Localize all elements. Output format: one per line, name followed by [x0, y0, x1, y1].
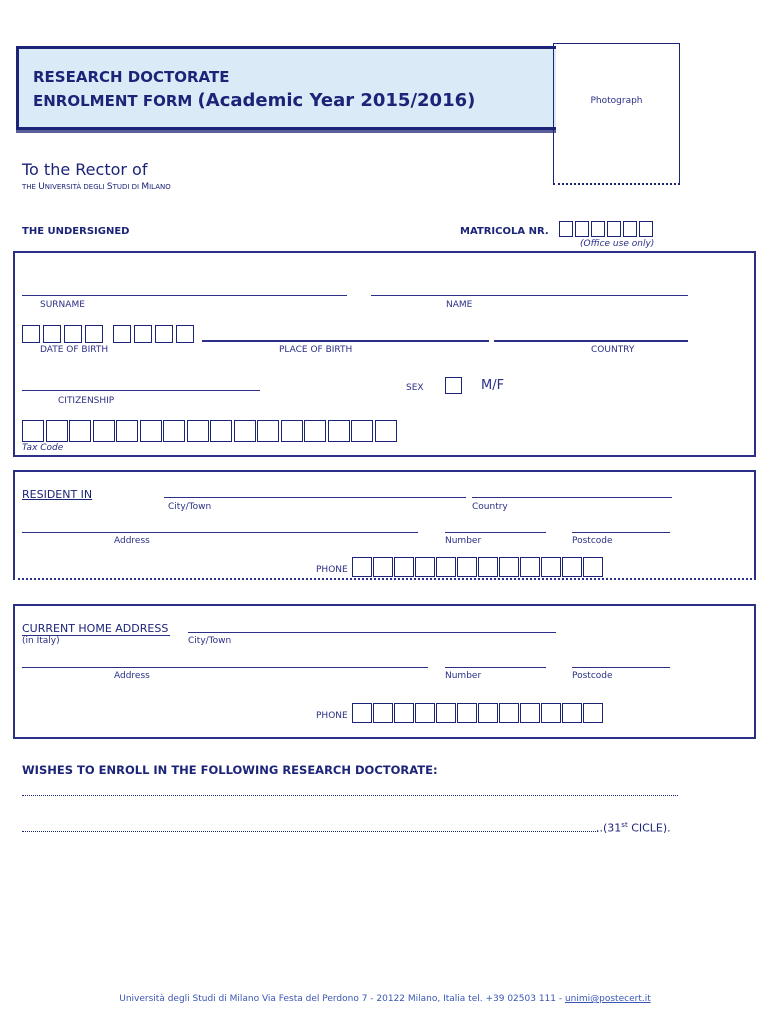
dob-box[interactable]	[22, 325, 40, 343]
addressee-to: To the Rector of	[22, 160, 148, 179]
tax-code-box[interactable]	[69, 420, 91, 442]
phone-box[interactable]	[520, 557, 540, 577]
country-label: COUNTRY	[591, 345, 635, 355]
matricola-boxes[interactable]	[559, 221, 655, 237]
place-of-birth-label: PLACE OF BIRTH	[279, 345, 353, 355]
current-home-phone-boxes[interactable]	[352, 703, 604, 723]
phone-box[interactable]	[394, 557, 414, 577]
footer-address: Università degli Studi di Milano Via Festa del Perdono 7 - 20122 Milano, Italia tel. +39 02503 111 -	[119, 994, 565, 1004]
phone-box[interactable]	[436, 703, 456, 723]
phone-box[interactable]	[373, 703, 393, 723]
resident-country-label: Country	[472, 502, 508, 512]
undersigned-label: THE UNDERSIGNED	[22, 226, 130, 237]
dob-box[interactable]	[176, 325, 194, 343]
doctorate-field-line2[interactable]	[22, 831, 598, 832]
form-title-prefix: ENROLMENT FORM	[33, 92, 198, 110]
current-home-address-label: Address	[114, 671, 150, 681]
phone-box[interactable]	[373, 557, 393, 577]
current-home-sublabel: (in Italy)	[22, 636, 60, 646]
matricola-box[interactable]	[623, 221, 637, 237]
doctorate-cycle	[596, 821, 671, 835]
tax-code-box[interactable]	[163, 420, 185, 442]
phone-box[interactable]	[415, 557, 435, 577]
footer-email-link[interactable]: unimi@postecert.it	[564, 994, 651, 1004]
doctorate-heading: WISHES TO ENROLL IN THE FOLLOWING RESEARCH DOCTORATE:	[22, 763, 438, 777]
matricola-box[interactable]	[591, 221, 605, 237]
dob-box[interactable]	[155, 325, 173, 343]
matricola-box[interactable]	[607, 221, 621, 237]
dob-box[interactable]	[134, 325, 152, 343]
photograph-box[interactable]	[553, 43, 680, 185]
current-home-number-field[interactable]	[445, 667, 546, 668]
university-part-c: TUDI DI	[112, 183, 142, 191]
current-home-address-field[interactable]	[22, 667, 428, 668]
current-home-city-field[interactable]	[188, 632, 556, 633]
matricola-box[interactable]	[639, 221, 653, 237]
tax-code-box[interactable]	[257, 420, 279, 442]
phone-box[interactable]	[415, 703, 435, 723]
tax-code-box[interactable]	[281, 420, 303, 442]
surname-field[interactable]	[22, 295, 347, 296]
phone-box[interactable]	[457, 557, 477, 577]
citizenship-field[interactable]	[22, 390, 260, 391]
current-home-label: CURRENT HOME ADDRESS	[22, 622, 169, 635]
dob-box[interactable]	[85, 325, 103, 343]
current-home-postcode-field[interactable]	[572, 667, 670, 668]
current-home-phone-label: PHONE	[316, 711, 348, 721]
university-cap-u: U	[38, 182, 45, 192]
university-part-b: NIVERSITÀ DEGLI	[44, 183, 107, 191]
phone-box[interactable]	[562, 703, 582, 723]
phone-box[interactable]	[352, 557, 372, 577]
university-cap-m: M	[141, 182, 150, 192]
resident-phone-label: PHONE	[316, 565, 348, 575]
phone-box[interactable]	[499, 703, 519, 723]
resident-label: RESIDENT IN	[22, 488, 93, 501]
form-title-line2	[33, 90, 475, 111]
phone-box[interactable]	[583, 703, 603, 723]
current-home-city-label: City/Town	[188, 636, 232, 646]
addressee-university	[22, 182, 171, 192]
resident-city-field[interactable]	[164, 497, 466, 498]
matricola-box[interactable]	[559, 221, 573, 237]
photograph-label: Photograph	[590, 96, 643, 106]
tax-code-box[interactable]	[140, 420, 162, 442]
phone-box[interactable]	[562, 557, 582, 577]
tax-code-box[interactable]	[116, 420, 138, 442]
tax-code-box[interactable]	[351, 420, 373, 442]
resident-phone-boxes[interactable]	[352, 557, 604, 577]
cycle-suffix: CICLE).	[627, 821, 671, 835]
resident-number-label: Number	[445, 536, 482, 546]
tax-code-box[interactable]	[22, 420, 44, 442]
dob-box[interactable]	[64, 325, 82, 343]
resident-city-label: City/Town	[168, 502, 212, 512]
resident-address-field[interactable]	[22, 532, 418, 533]
current-home-postcode-label: Postcode	[572, 671, 613, 681]
university-cap-s: S	[106, 182, 113, 192]
form-title-year: (Academic Year 2015/2016)	[197, 90, 476, 111]
phone-box[interactable]	[541, 557, 561, 577]
tax-code-boxes[interactable]	[22, 420, 398, 442]
cycle-prefix: ..(31	[596, 821, 622, 835]
name-field[interactable]	[371, 295, 688, 296]
date-of-birth-label: DATE OF BIRTH	[40, 345, 109, 355]
date-of-birth-boxes-b[interactable]	[113, 325, 197, 343]
resident-number-field[interactable]	[445, 532, 546, 533]
phone-box[interactable]	[478, 703, 498, 723]
matricola-label: MATRICOLA NR.	[460, 226, 549, 237]
university-part-d: ILANO	[149, 183, 171, 191]
resident-country-field[interactable]	[472, 497, 672, 498]
sex-label: SEX	[406, 383, 424, 393]
phone-box[interactable]	[583, 557, 603, 577]
tax-code-label: Tax Code	[22, 443, 64, 453]
tax-code-box[interactable]	[375, 420, 397, 442]
phone-box[interactable]	[436, 557, 456, 577]
phone-box[interactable]	[478, 557, 498, 577]
phone-box[interactable]	[541, 703, 561, 723]
dob-box[interactable]	[43, 325, 61, 343]
phone-box[interactable]	[457, 703, 477, 723]
place-of-birth-field[interactable]	[202, 340, 489, 342]
tax-code-box[interactable]	[234, 420, 256, 442]
tax-code-box[interactable]	[187, 420, 209, 442]
current-home-number-label: Number	[445, 671, 482, 681]
resident-postcode-label: Postcode	[572, 536, 613, 546]
name-label: NAME	[446, 300, 473, 310]
citizenship-label: CITIZENSHIP	[58, 396, 115, 406]
dob-box[interactable]	[113, 325, 131, 343]
form-title-line1: RESEARCH DOCTORATE	[33, 68, 230, 86]
resident-address-label: Address	[114, 536, 150, 546]
date-of-birth-boxes-a[interactable]	[22, 325, 106, 343]
phone-box[interactable]	[352, 703, 372, 723]
sex-options: M/F	[481, 378, 505, 393]
tax-code-box[interactable]	[328, 420, 350, 442]
footer	[0, 994, 770, 1004]
resident-postcode-field[interactable]	[572, 532, 670, 533]
header-title-box	[16, 46, 556, 130]
phone-box[interactable]	[499, 557, 519, 577]
phone-box[interactable]	[520, 703, 540, 723]
phone-box[interactable]	[394, 703, 414, 723]
tax-code-box[interactable]	[46, 420, 68, 442]
doctorate-field-line1[interactable]	[22, 795, 678, 796]
tax-code-box[interactable]	[93, 420, 115, 442]
office-use-note: (Office use only)	[580, 239, 655, 249]
tax-code-box[interactable]	[210, 420, 232, 442]
surname-label: SURNAME	[40, 300, 85, 310]
matricola-box[interactable]	[575, 221, 589, 237]
tax-code-box[interactable]	[304, 420, 326, 442]
cycle-superscript: st	[621, 821, 628, 829]
country-of-birth-field[interactable]	[494, 340, 688, 342]
university-part-a: THE	[22, 183, 39, 191]
sex-checkbox[interactable]	[445, 377, 462, 394]
